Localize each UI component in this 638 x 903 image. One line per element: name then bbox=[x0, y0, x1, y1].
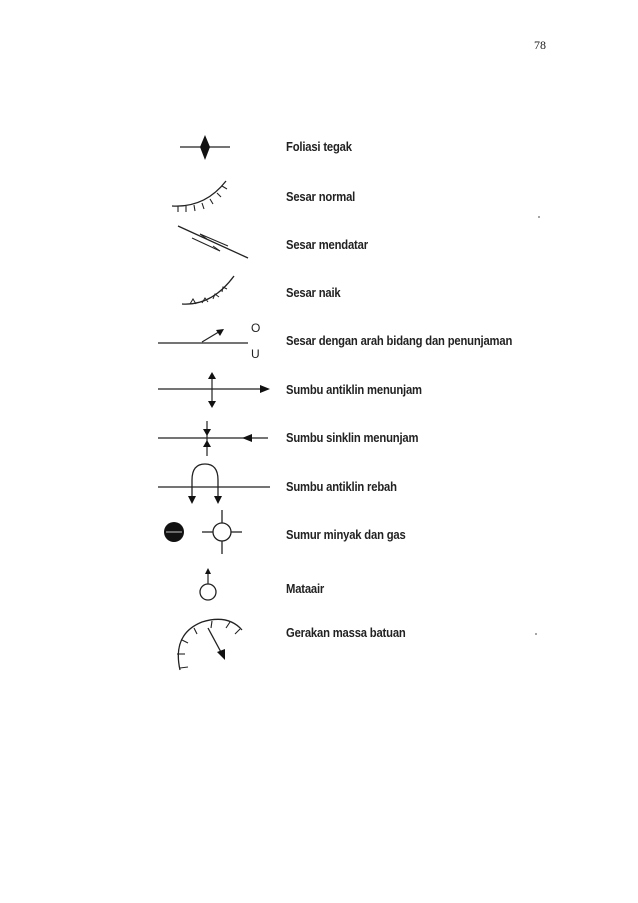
legend-label-sesar-mendatar: Sesar mendatar bbox=[286, 238, 368, 252]
plunging-syncline-axis-icon bbox=[150, 418, 275, 460]
legend-label-sumbu-antiklin-rebah: Sumbu antiklin rebah bbox=[286, 480, 397, 494]
legend-label-sesar-normal: Sesar normal bbox=[286, 190, 356, 204]
thrust-fault-icon bbox=[150, 272, 275, 312]
fault-mark-bottom: U bbox=[251, 347, 260, 361]
strike-slip-fault-icon bbox=[150, 222, 275, 262]
legend-label-foliasi-tegak: Foliasi tegak bbox=[286, 140, 352, 154]
legend-label-sumbu-antiklin-menunjam: Sumbu antiklin menunjam bbox=[286, 383, 422, 397]
fault-mark-top: O bbox=[251, 321, 261, 335]
legend-label-sesar-arah-bidang: Sesar dengan arah bidang dan penunjaman bbox=[286, 334, 513, 348]
legend-label-sumbu-sinklin-menunjam: Sumbu sinklin menunjam bbox=[286, 431, 419, 445]
scan-speck bbox=[535, 633, 537, 635]
page-number: 78 bbox=[534, 38, 546, 52]
spring-icon bbox=[150, 566, 275, 606]
plunging-anticline-axis-icon bbox=[150, 370, 275, 412]
legend-label-sumur-minyak-gas: Sumur minyak dan gas bbox=[286, 528, 406, 542]
vertical-foliation-icon bbox=[150, 132, 275, 162]
mass-movement-icon bbox=[150, 612, 275, 674]
legend-label-gerakan-massa-batuan: Gerakan massa batuan bbox=[286, 626, 406, 640]
oil-gas-well-icon bbox=[150, 508, 275, 558]
scan-speck bbox=[538, 216, 540, 218]
legend-label-mataair: Mataair bbox=[286, 582, 325, 596]
legend-label-sesar-naik: Sesar naik bbox=[286, 286, 341, 300]
overturned-anticline-axis-icon bbox=[150, 460, 275, 508]
normal-fault-icon bbox=[150, 176, 275, 216]
